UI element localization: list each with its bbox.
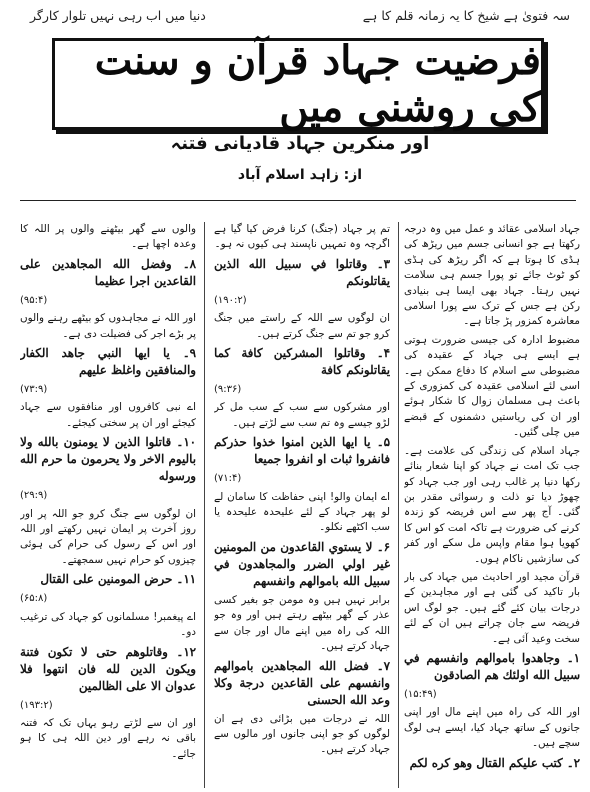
- verse-arabic: ۸۔ وفضل الله المجاهدين على القاعدين اجرا عظيما: [20, 256, 196, 288]
- verse-arabic: ۱۔ وجاهدوا باموالهم وانفسهم في سبيل الله اولئك هم الصادقون: [404, 650, 580, 682]
- paragraph: جہاد اسلام کی زندگی کی علامت ہے۔ جب تک امت نے جہاد کو اپنا شعار بنائے رکھا دنیا پر غالب رہی اور جب جہاد کو چھوڑ دیا تو ذلت و رسوائی مقدر بن گئی۔ آج پھر سے اس فریضہ کو زندہ کرنے کی ضرورت ہے تاکہ امت کو اس کا کھویا ہوا مقام واپس مل سکے اور کفر کی سازشیں ناکام ہوں۔: [404, 444, 580, 565]
- paragraph: قرآن مجید اور احادیث میں جہاد کی بار بار تاکید کی گئی ہے اور مجاہدین کے درجات بیان کئے گئے ہیں۔ جو لوگ اس فریضہ سے جان چراتے ہیں ان کے لئے سخت وعید آئی ہے۔: [404, 570, 580, 645]
- paragraph: ان لوگوں سے جنگ کرو جو اللہ پر اور روز آخرت پر ایمان نہیں رکھتے اور اللہ اور اس کے رسول کی حرام کی ہوئی چیزوں کو حرام نہیں سمجھتے۔: [20, 507, 196, 566]
- verse-reference: (۹:۳۶): [214, 384, 242, 396]
- column-middle: [214, 222, 390, 788]
- paragraph: تم پر جہاد (جنگ) کرنا فرض کیا گیا ہے اگرچہ وہ تمہیں ناپسند ہی کیوں نہ ہو۔: [214, 223, 390, 251]
- header-quote-line: [30, 4, 570, 26]
- verse-arabic: ۶۔ لا يستوي القاعدون من المومنين غير اولي الضرر والمجاهدون في سبيل الله باموالهم وانفسهم: [214, 539, 390, 588]
- verse-arabic: ۷۔ فضل الله المجاهدين باموالهم وانفسهم على القاعدين درجة وكلا وعد الله الحسنى: [214, 658, 390, 707]
- verse-reference: (۷۱:۴): [214, 473, 242, 485]
- paragraph: اور ان سے لڑتے رہو یہاں تک کہ فتنہ باقی نہ رہے اور دین اللہ ہی کا ہو جائے۔: [20, 716, 196, 760]
- paragraph: اور اللہ نے مجاہدوں کو بیٹھے رہنے والوں پر بڑے اجر کی فضیلت دی ہے۔: [20, 312, 196, 340]
- subtitle: اور منکرین جہاد قادیانی فتنہ: [170, 132, 430, 154]
- column-right: [404, 222, 580, 788]
- header-quote-left: دنیا میں اب رہی نہیں تلوار کارگر: [30, 7, 206, 23]
- paragraph: برابر نہیں ہیں وہ مومن جو بغیر کسی عذر کے گھر بیٹھے رہتے ہیں اور وہ جو اللہ کی راہ میں اپنے مال اور جان سے جہاد کرتے ہیں۔: [214, 593, 390, 653]
- paragraph: اے نبی کافروں اور منافقوں سے جہاد کیجئے اور ان پر سختی کیجئے۔: [20, 401, 196, 429]
- author-byline: از: زاہد اسلام آباد: [237, 167, 363, 183]
- paragraph: اور اللہ کی راہ میں اپنے مال اور اپنی جانوں کے ساتھ جہاد کیا، ایسے ہی لوگ سچے ہیں۔: [404, 706, 580, 750]
- column-divider-left: [204, 222, 205, 788]
- verse-arabic: ۱۲۔ وقاتلوهم حتى لا تكون فتنة ويكون الدين لله فان انتهوا فلا عدوان الا على الظالمين: [20, 644, 196, 693]
- verse-arabic: ۱۱۔ حرض المومنين على القتال: [40, 572, 196, 587]
- divider-top: [20, 200, 576, 201]
- page-title: فرضیت جہاد قرآن و سنت کی روشنی میں: [52, 38, 544, 130]
- paragraph: جہاد اسلامی عقائد و عمل میں وہ درجہ رکھتا ہے جو انسانی جسم میں ریڑھ کی ہڈی کا ہوتا ہے کہ اگر ریڑھ کی ہڈی کو ٹوٹ جائے تو پورا جسم ہی سلامت نہیں رہتا۔ جہاد بھی ایسا ہی بنیادی رکن ہے جس کے ترک سے پورا اسلامی معاشرہ کمزور پڑ جاتا ہے۔: [404, 223, 580, 328]
- verse-reference: (۱۵:۴۹): [404, 688, 437, 700]
- verse-arabic: ۹۔ يا ايها النبي جاهد الكفار والمنافقين واغلظ عليهم: [20, 346, 196, 378]
- paragraph: اور مشرکوں سے سب کے سب مل کر لڑو جیسے وہ تم سب سے لڑتے ہیں۔: [214, 401, 390, 429]
- verse-reference: (۷۳:۹): [20, 384, 48, 396]
- verse-arabic: ۳۔ وقاتلوا في سبيل الله الذين يقاتلونكم: [214, 256, 390, 288]
- column-left: [20, 222, 196, 788]
- verse-reference: (۶۵:۸): [20, 593, 48, 605]
- verse-reference: (۲۹:۹): [20, 490, 48, 502]
- paragraph: اے ایمان والو! اپنی حفاظت کا سامان لے لو پھر جہاد کے لئے علیحدہ علیحدہ یا سب اکٹھے نکلو۔: [214, 490, 390, 534]
- header-quote-right: سہ فتویٰ ہے شیخ کا یہ زمانہ قلم کا ہے: [362, 7, 570, 23]
- paragraph: والوں سے گھر بیٹھنے والوں پر اللہ کا وعدہ اچھا ہے۔: [20, 223, 196, 251]
- verse-arabic: ۲۔ كتب عليكم القتال وهو كره لكم: [409, 755, 580, 770]
- verse-reference: (۱۹۰:۲): [214, 294, 247, 306]
- paragraph: مضبوط ادارہ کی جیسی ضرورت ہوتی ہے ایسے ہی جہاد کے عقیدہ کی مضبوطی سے اسلام کا دفاع ممکن ہے۔ اسی لئے اسلامی عقیدہ کی کمزوری کے باعث ہی مسلمان زوال کا شکار ہوئے اور ان کی ریاستیں دشمنوں کے قبضے میں چلی گئیں۔: [404, 333, 580, 439]
- verse-arabic: ۵۔ يا ايها الذين امنوا خذوا حذركم فانفروا ثبات او انفروا جميعا: [214, 435, 390, 467]
- verse-reference: (۱۹۳:۲): [20, 699, 53, 711]
- verse-arabic: ۱۰۔ قاتلوا الذين لا يومنون بالله ولا باليوم الاخر ولا يحرمون ما حرم الله ورسوله: [20, 435, 196, 484]
- verse-arabic: ۴۔ وقاتلوا المشركين كافة كما يقاتلونكم كافة: [214, 346, 390, 378]
- paragraph: اللہ نے درجات میں بڑائی دی ہے ان لوگوں کو جو اپنی جانوں اور مالوں سے جہاد کرتے ہیں۔: [214, 712, 390, 756]
- verse-reference: (۹۵:۴): [20, 294, 48, 306]
- column-divider-right: [398, 222, 399, 788]
- paragraph: ان لوگوں سے اللہ کے راستے میں جنگ کرو جو تم سے جنگ کرتے ہیں۔: [214, 312, 390, 340]
- paragraph: اے پیغمبر! مسلمانوں کو جہاد کی ترغیب دو۔: [20, 610, 196, 639]
